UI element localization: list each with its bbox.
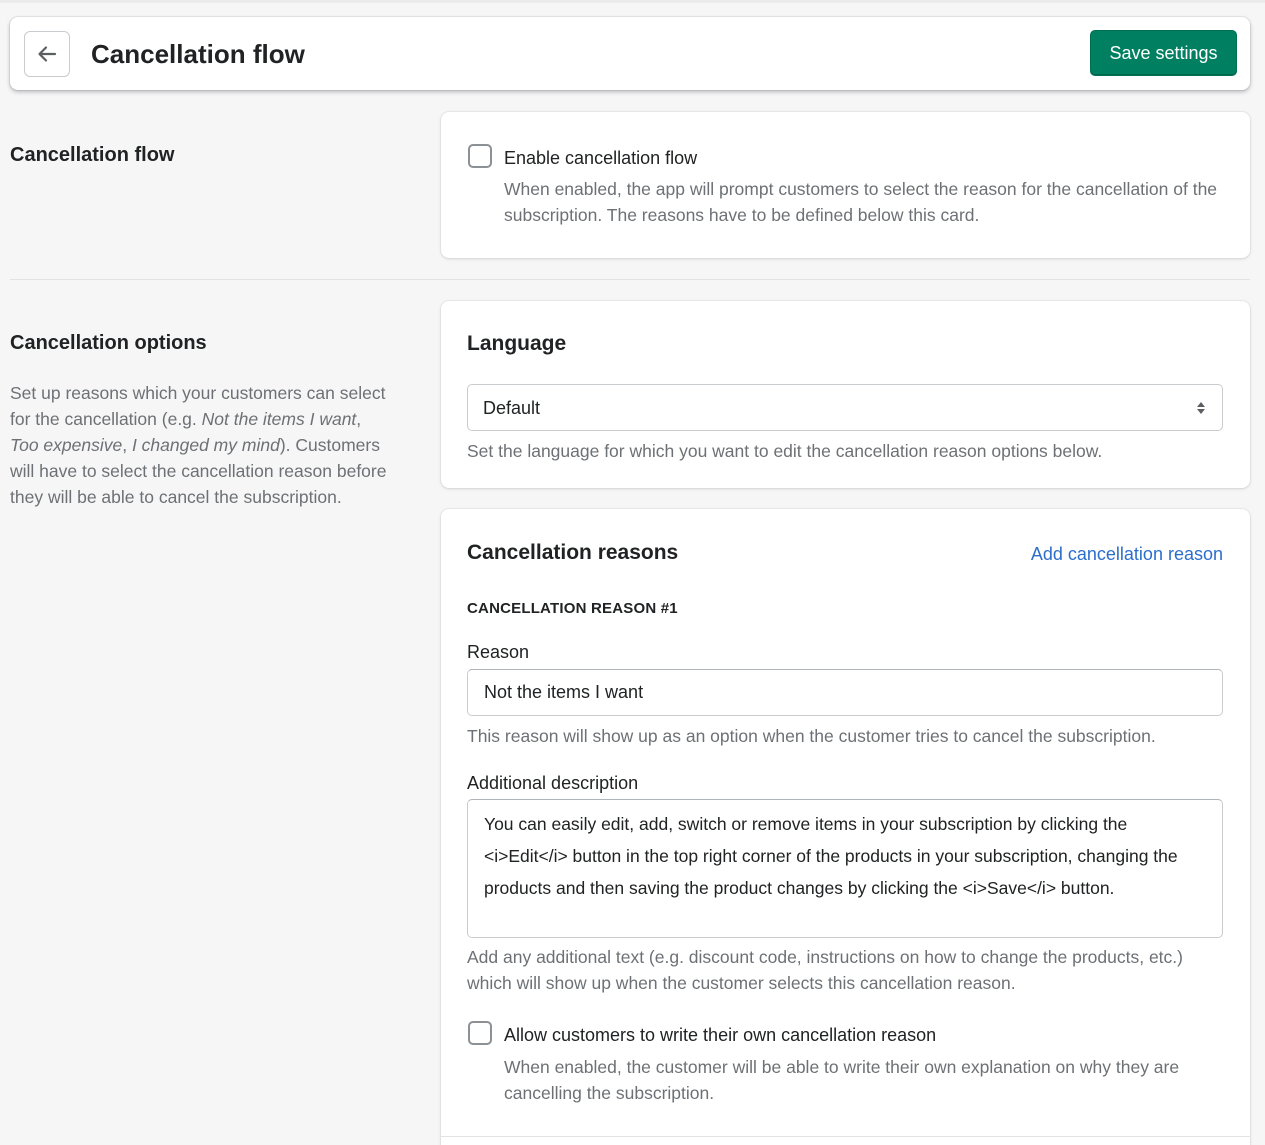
desc-example: I changed my mind — [131, 435, 280, 455]
enable-cancellation-card — [441, 112, 1250, 258]
card-divider — [441, 1136, 1250, 1137]
enable-cancellation-checkbox[interactable] — [468, 144, 492, 168]
desc-separator: , — [356, 409, 362, 429]
section-title-cancellation-options: Cancellation options — [10, 332, 207, 354]
desc-text: ). Customers will have to select the cancellation reason before they will be able to cancel the subscription. — [10, 435, 387, 507]
reason-label: Reason — [467, 642, 530, 662]
language-select[interactable] — [467, 384, 1223, 431]
own-reason-label[interactable]: Allow customers to write their own cancellation reason — [504, 1025, 937, 1045]
arrow-left-icon — [36, 43, 58, 65]
language-help: Set the language for which you want to edit the cancellation reason options below. — [467, 441, 1103, 461]
enable-cancellation-label[interactable]: Enable cancellation flow — [504, 148, 698, 168]
language-heading: Language — [467, 332, 567, 355]
select-arrows-icon — [1196, 398, 1206, 418]
reason-input[interactable] — [467, 669, 1223, 716]
cancellation-reasons-heading: Cancellation reasons — [467, 541, 679, 564]
language-card — [441, 301, 1250, 488]
back-button[interactable] — [24, 31, 70, 77]
reason-subheading: CANCELLATION REASON #1 — [467, 600, 678, 617]
additional-description-label: Additional description — [467, 773, 639, 793]
desc-example: Not the items I want — [201, 409, 357, 429]
section-description-cancellation-options — [10, 380, 390, 510]
page-header — [10, 17, 1250, 90]
additional-description-help: Add any additional text (e.g. discount code, instructions on how to change the products, etc.) which will show up when the customer selects this cancellation reason. — [467, 947, 1183, 993]
reason-help: This reason will show up as an option when the customer tries to cancel the subscription. — [467, 726, 1156, 746]
section-divider — [10, 279, 1250, 280]
desc-example: Too expensive — [10, 435, 123, 455]
cancellation-reasons-card — [441, 509, 1250, 1145]
enable-cancellation-help: When enabled, the app will prompt customers to select the reason for the cancellation of the subscription. The reasons have to be defined below this card. — [504, 179, 1218, 225]
save-settings-button[interactable]: Save settings — [1090, 30, 1237, 76]
own-reason-checkbox[interactable] — [468, 1021, 492, 1045]
add-cancellation-reason-link[interactable]: Add cancellation reason — [1030, 544, 1223, 564]
section-title-cancellation-flow: Cancellation flow — [10, 144, 175, 166]
page-title: Cancellation flow — [91, 39, 305, 69]
own-reason-help: When enabled, the customer will be able to write their own explanation on why they are cancelling the subscription. — [504, 1057, 1180, 1103]
desc-text: Set up reasons which your customers can select for the cancellation (e.g. — [10, 383, 386, 429]
top-border — [0, 0, 1265, 3]
desc-separator: , — [122, 435, 132, 455]
language-select-value: Default — [483, 398, 541, 418]
additional-description-textarea[interactable] — [467, 799, 1223, 938]
